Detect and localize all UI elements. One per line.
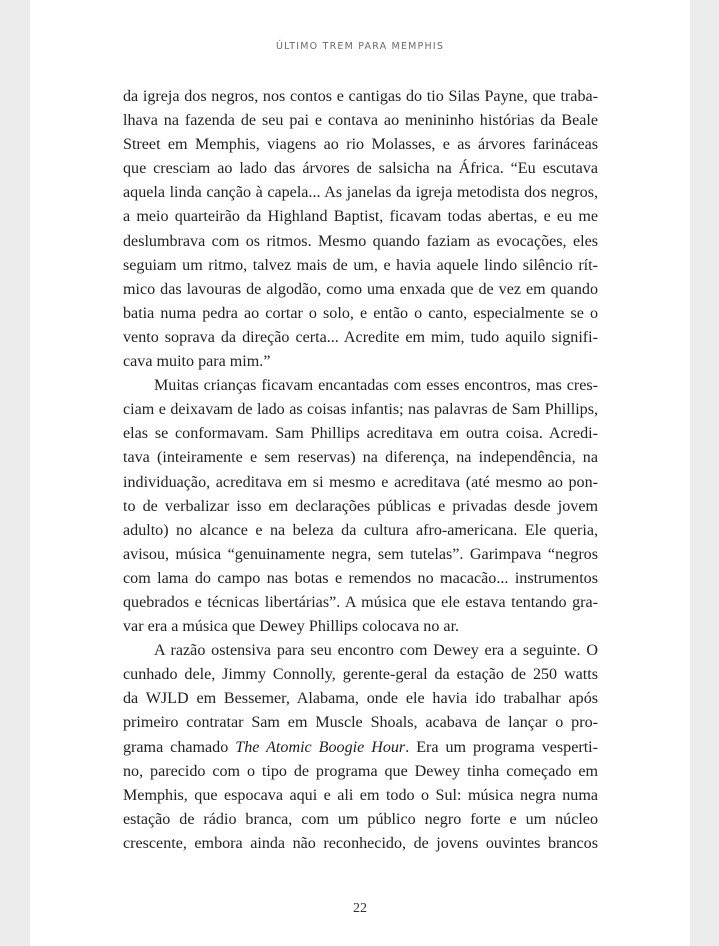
text-line: elas se conformavam. Sam Phillips acreditava em outra coisa. Acredi-	[123, 425, 598, 443]
text-line: a meio quarteirão da Highland Baptist, ficavam todas abertas, e eu me	[123, 208, 598, 226]
text-line: quebrados e técnicas libertárias”. A música que ele estava tentando gra-	[123, 593, 598, 611]
text-line: vento soprava da direção certa... Acredite em mim, tudo aquilo signifi-	[123, 328, 598, 346]
text-line: cunhado dele, Jimmy Connolly, gerente-geral da estação de 250 watts	[123, 666, 598, 684]
text-line: no, parecido com o tipo de programa que Dewey tinha começado em	[123, 762, 598, 780]
text-line: batia numa pedra ao cortar o solo, e então o canto, especialmente se o	[123, 304, 598, 322]
text-segment: grama chamado	[123, 738, 236, 756]
paragraph	[123, 639, 598, 856]
text-line: A razão ostensiva para seu encontro com Dewey era a seguinte. O	[154, 642, 598, 660]
text-line: aquela linda canção à capela... As janelas da igreja metodista dos negros,	[123, 184, 598, 202]
text-line: da igreja dos negros, nos contos e cantigas do tio Silas Payne, que traba-	[123, 88, 598, 105]
running-header: ÚLTIMO TREM PARA MEMPHIS	[275, 41, 445, 52]
text-line: que cresciam ao lado das árvores de salsicha na África. “Eu escutava	[123, 160, 598, 178]
text-line: mico das lavouras de algodão, como uma enxada que de vez em quando	[123, 280, 598, 298]
text-line: avisou, música “genuinamente negra, sem tutelas”. Garimpava “negros	[123, 545, 598, 563]
book-page	[30, 0, 690, 946]
body-text	[123, 85, 598, 856]
text-line: cava muito para mim.”	[123, 353, 271, 371]
paragraph	[123, 85, 598, 374]
text-line: to de verbalizar isso em declarações públicas e privadas desde jovem	[123, 497, 598, 515]
paragraph	[123, 374, 598, 639]
program-title: The Atomic Boogie Hour	[235, 738, 406, 756]
text-line: deslumbrava com os ritmos. Mesmo quando faziam as evocações, eles	[123, 232, 598, 250]
text-line: var era a música que Dewey Phillips colocava no ar.	[123, 618, 460, 636]
text-line: estação de rádio branca, com um público negro forte e um núcleo	[123, 810, 598, 828]
text-segment: . Era um programa vesperti-	[405, 738, 598, 756]
text-line: tava (inteiramente e sem reservas) na diferença, na independência, na	[123, 449, 598, 467]
text-line: com lama do campo nas botas e remendos no macacão... instrumentos	[123, 569, 598, 587]
text-line: Muitas crianças ficavam encantadas com esses encontros, mas cres-	[154, 377, 598, 395]
text-line: da WJLD em Bessemer, Alabama, onde ele havia ido trabalhar após	[123, 690, 598, 708]
text-line: Street em Memphis, viagens ao rio Molasses, e as árvores farináceas	[123, 136, 598, 154]
text-line: seguiam um ritmo, talvez mais de um, e havia aquele lindo silêncio rít-	[123, 256, 598, 274]
text-line: lhava na fazenda de seu pai e contava ao menininho histórias da Beale	[123, 112, 598, 130]
text-line	[123, 736, 598, 760]
text-line: primeiro contratar Sam em Muscle Shoals, acabava de lançar o pro-	[123, 714, 598, 732]
text-line: individuação, acreditava em si mesmo e acreditava (até mesmo ao pon-	[123, 473, 598, 491]
page-number: 22	[353, 901, 367, 916]
text-line: adulto) no alcance e na beleza da cultura afro-americana. Ele queria,	[123, 521, 598, 539]
text-line: Memphis, que espocava aqui e ali em todo o Sul: música negra numa	[123, 786, 598, 804]
text-line: crescente, embora ainda não reconhecido, de jovens ouvintes brancos	[123, 834, 598, 852]
text-line: ciam e deixavam de lado as coisas infantis; nas palavras de Sam Phillips,	[123, 401, 598, 419]
